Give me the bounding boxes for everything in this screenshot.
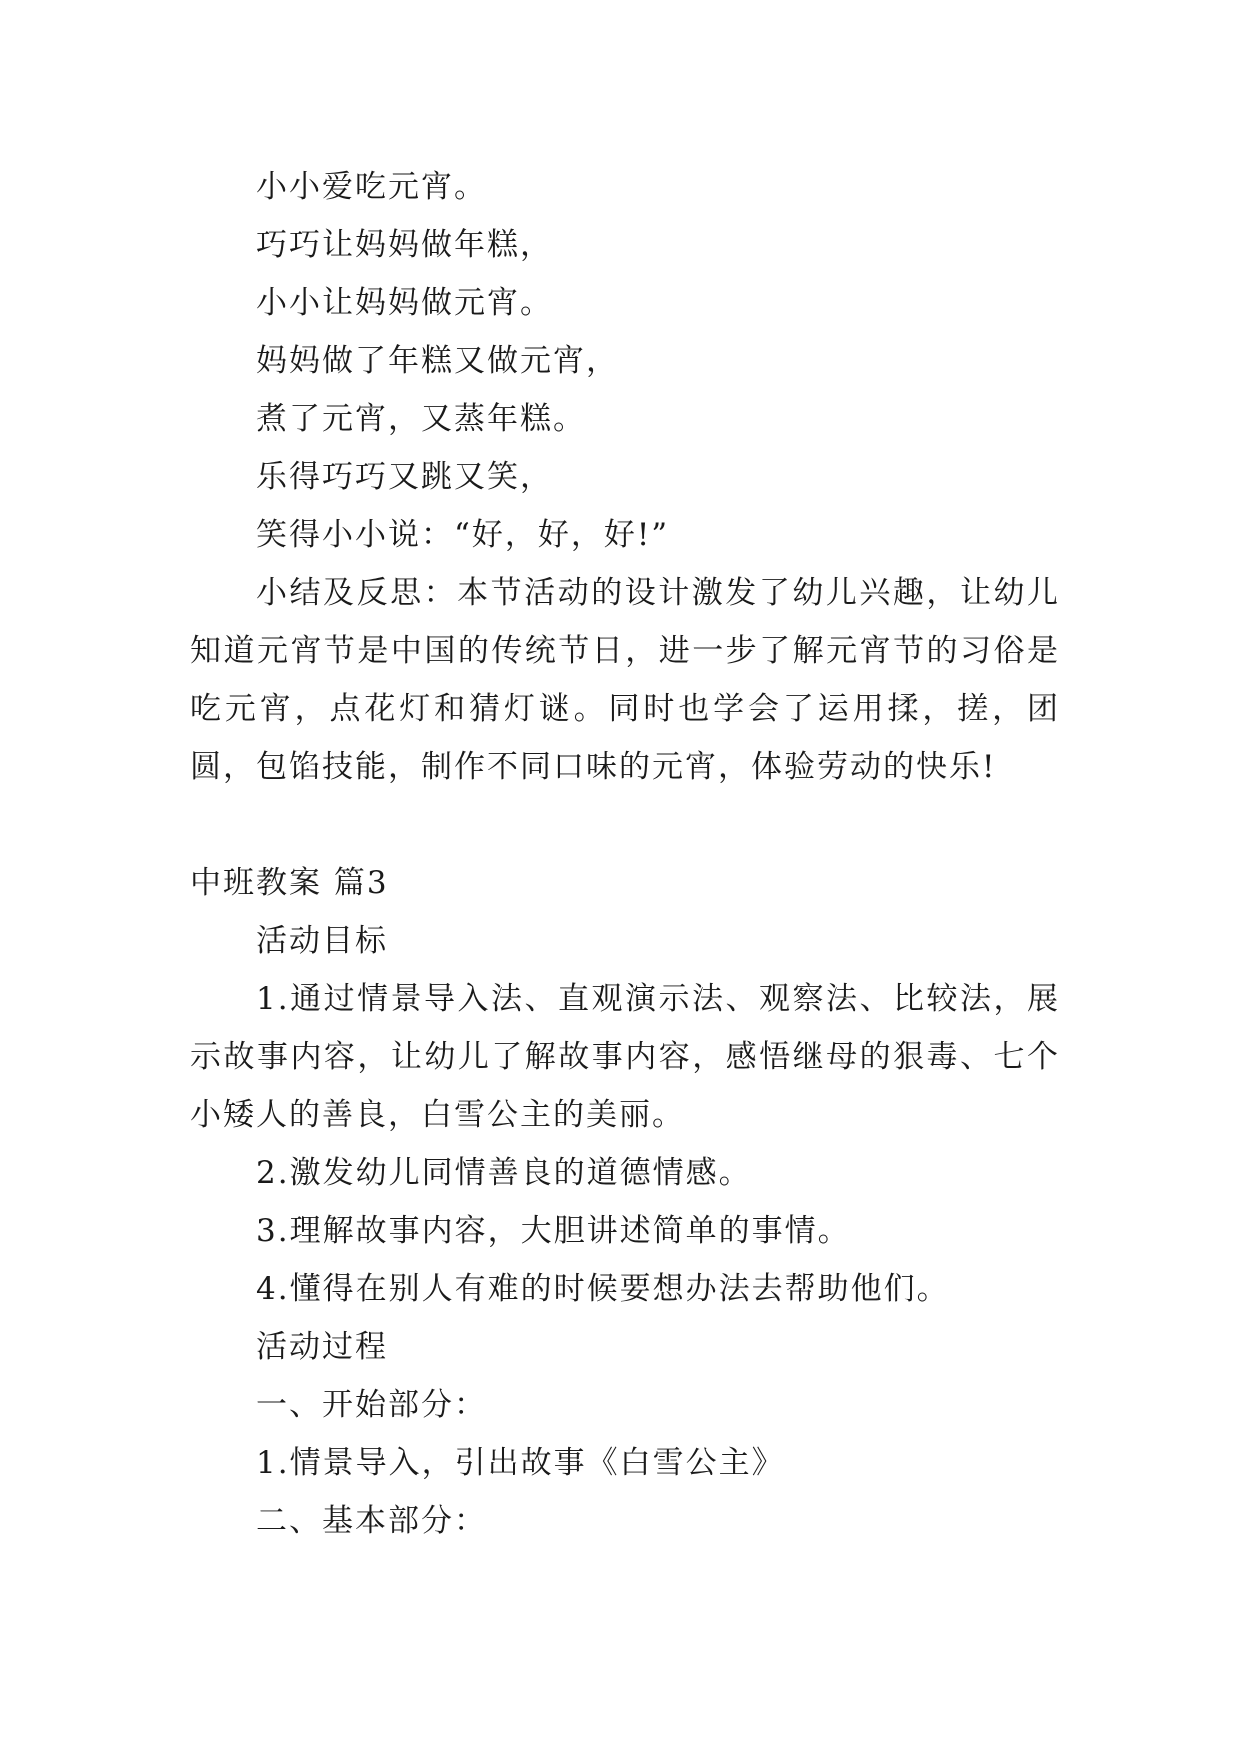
poem-line: 妈妈做了年糕又做元宵， [256,343,619,379]
goal-item: 3.理解故事内容，大胆讲述简单的事情。 [256,1213,851,1249]
poem-line: 煮了元宵，又蒸年糕。 [256,401,586,437]
poem-line: 小小让妈妈做元宵。 [256,285,553,321]
poem-line: 乐得巧巧又跳又笑， [256,459,553,495]
poem-line: 巧巧让妈妈做年糕， [256,227,553,263]
section-title: 中班教案 篇3 [190,865,389,901]
poem-line: 小小爱吃元宵。 [256,169,487,205]
goal-item: 4.懂得在别人有难的时候要想办法去帮助他们。 [256,1271,950,1307]
process-item: 二、基本部分： [256,1503,487,1539]
goals-heading: 活动目标 [256,923,388,959]
poem-line: 笑得小小说：“好，好，好!” [256,517,670,553]
goal-item: 1.通过情景导入法、直观演示法、观察法、比较法，展示故事内容，让幼儿了解故事内容，感悟继母的狠毒、七个小矮人的善良，白雪公主的美丽。 [190,981,1060,1133]
process-item: 1.情景导入，引出故事《白雪公主》 [256,1445,785,1481]
process-item: 一、开始部分： [256,1387,487,1423]
section-spacer [190,796,1060,854]
summary-paragraph: 小结及反思：本节活动的设计激发了幼儿兴趣，让幼儿知道元宵节是中国的传统节日，进一步了解元宵节的习俗是吃元宵，点花灯和猜灯谜。同时也学会了运用揉，搓，团圆，包馅技能，制作不同口味的元宵，体验劳动的快乐! [190,575,1060,785]
process-heading: 活动过程 [256,1329,388,1365]
goal-item: 2.激发幼儿同情善良的道德情感。 [256,1155,752,1191]
document-body [190,158,1060,1550]
